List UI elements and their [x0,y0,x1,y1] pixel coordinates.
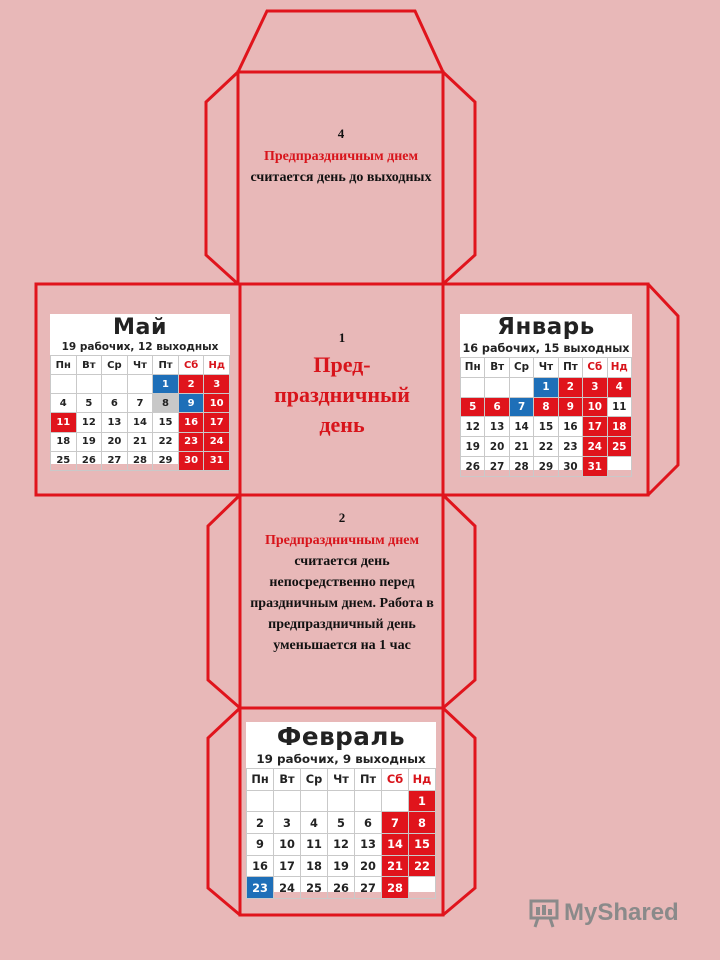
calendar-day: 25 [607,437,631,457]
calendar-day: 10 [204,394,230,413]
calendar-day [76,375,102,394]
calendar-day [485,377,509,397]
weekday-header: Сб [178,356,204,375]
calendar-day: 4 [51,394,77,413]
calendar-day: 22 [534,437,558,457]
calendar-day [274,790,301,812]
calendar-day: 13 [485,417,509,437]
calendar-day: 2 [247,812,274,834]
calendar-day: 5 [76,394,102,413]
weekday-header: Сб [382,769,409,791]
calendar-february [246,722,436,895]
calendar-day [301,790,328,812]
calendar-day [382,790,409,812]
myshared-logo [528,898,679,928]
calendar-day [509,377,533,397]
weekday-header: Пт [153,356,179,375]
calendar-day: 4 [301,812,328,834]
calendar-day: 19 [76,432,102,451]
calendar-day: 15 [409,833,436,855]
weekday-header: Ср [509,358,533,378]
calendar-day: 31 [204,451,230,470]
calendar-day: 17 [204,413,230,432]
calendar-subtitle: 19 рабочих, 9 выходных [256,752,426,766]
calendar-day: 8 [409,812,436,834]
calendar-day [409,877,436,899]
weekday-header: Ср [102,356,128,375]
calendar-day [355,790,382,812]
calendar-day [102,375,128,394]
calendar-day [51,375,77,394]
face-text: считается день непосредственно перед праздничным днем. Работа в предпраздничный день уменьшается на 1 час [250,554,434,653]
calendar-january [460,314,632,473]
calendar-day: 27 [102,451,128,470]
calendar-day: 6 [102,394,128,413]
calendar-day: 7 [127,394,153,413]
calendar-day: 24 [204,432,230,451]
calendar-grid [460,357,632,477]
calendar-day: 20 [102,432,128,451]
calendar-day: 3 [204,375,230,394]
weekday-header: Чт [127,356,153,375]
calendar-day: 1 [534,377,558,397]
calendar-day: 14 [509,417,533,437]
weekday-header: Чт [328,769,355,791]
calendar-may [50,314,230,467]
calendar-subtitle: 16 рабочих, 15 выходных [462,342,630,355]
calendar-day: 12 [328,833,355,855]
calendar-title: Февраль [276,722,406,751]
calendar-day: 11 [51,413,77,432]
calendar-day: 25 [51,451,77,470]
calendar-day: 20 [485,437,509,457]
calendar-day: 25 [301,877,328,899]
calendar-day: 10 [583,397,607,417]
calendar-day: 27 [355,877,382,899]
calendar-day: 17 [583,417,607,437]
calendar-day [127,375,153,394]
calendar-day: 6 [355,812,382,834]
calendar-grid [246,768,436,899]
weekday-header: Нд [204,356,230,375]
calendar-day: 9 [247,833,274,855]
calendar-day: 22 [153,432,179,451]
calendar-day: 1 [409,790,436,812]
calendar-day: 30 [178,451,204,470]
face-highlight: Предпраздничным днем [263,149,419,164]
calendar-day: 12 [461,417,485,437]
calendar-day: 8 [534,397,558,417]
weekday-header: Нд [409,769,436,791]
weekday-header: Сб [583,358,607,378]
calendar-day: 26 [461,457,485,477]
calendar-day: 27 [485,457,509,477]
calendar-day: 19 [461,437,485,457]
calendar-day: 2 [558,377,582,397]
weekday-header: Пн [461,358,485,378]
calendar-day [328,790,355,812]
face-highlight: Предпраздничным днем [264,533,420,548]
calendar-day: 28 [127,451,153,470]
face-bottom-text [250,510,434,656]
calendar-day: 21 [127,432,153,451]
calendar-day: 12 [76,413,102,432]
calendar-day: 24 [583,437,607,457]
weekday-header: Пт [558,358,582,378]
calendar-day: 19 [328,855,355,877]
calendar-subtitle: 19 рабочих, 12 выходных [61,341,219,353]
face-number: 1 [338,330,346,345]
calendar-day: 24 [274,877,301,899]
presentation-icon [528,898,560,928]
calendar-day: 9 [558,397,582,417]
calendar-day: 15 [153,413,179,432]
calendar-day: 16 [247,855,274,877]
calendar-day [461,377,485,397]
face-top-text [248,126,434,188]
weekday-header: Пт [355,769,382,791]
calendar-day: 5 [461,397,485,417]
calendar-day: 11 [607,397,631,417]
calendar-day: 18 [51,432,77,451]
face-number: 4 [337,126,345,141]
calendar-day: 4 [607,377,631,397]
calendar-day: 28 [509,457,533,477]
calendar-day: 26 [76,451,102,470]
calendar-day: 18 [607,417,631,437]
calendar-day: 23 [558,437,582,457]
face-number: 2 [338,510,346,525]
calendar-day: 9 [178,394,204,413]
calendar-day: 6 [485,397,509,417]
calendar-day: 31 [583,457,607,477]
calendar-day: 8 [153,394,179,413]
calendar-day: 14 [382,833,409,855]
calendar-grid [50,355,230,471]
calendar-day: 18 [301,855,328,877]
weekday-header: Вт [76,356,102,375]
calendar-day: 5 [328,812,355,834]
calendar-day: 3 [274,812,301,834]
calendar-day: 23 [178,432,204,451]
calendar-day: 13 [102,413,128,432]
calendar-day: 16 [558,417,582,437]
weekday-header: Пн [247,769,274,791]
weekday-header: Нд [607,358,631,378]
calendar-day: 30 [558,457,582,477]
calendar-day: 7 [382,812,409,834]
calendar-day: 11 [301,833,328,855]
calendar-title: Январь [497,314,595,340]
calendar-day: 13 [355,833,382,855]
face-big-title: Пред-праздничный день [274,352,410,437]
calendar-day: 26 [328,877,355,899]
calendar-day: 14 [127,413,153,432]
calendar-day: 29 [153,451,179,470]
face-center-text [250,330,434,440]
calendar-day: 21 [509,437,533,457]
calendar-day: 23 [247,877,274,899]
calendar-day: 1 [153,375,179,394]
calendar-day: 28 [382,877,409,899]
calendar-day: 29 [534,457,558,477]
calendar-day: 20 [355,855,382,877]
calendar-day: 7 [509,397,533,417]
calendar-day: 3 [583,377,607,397]
weekday-header: Вт [274,769,301,791]
calendar-day: 15 [534,417,558,437]
weekday-header: Ср [301,769,328,791]
calendar-day: 2 [178,375,204,394]
calendar-day: 16 [178,413,204,432]
calendar-day [247,790,274,812]
calendar-day: 21 [382,855,409,877]
logo-text: MyShared [564,899,679,926]
weekday-header: Чт [534,358,558,378]
face-text: считается день до выходных [250,170,432,185]
calendar-day [607,457,631,477]
calendar-title: Май [113,314,167,340]
calendar-day: 17 [274,855,301,877]
weekday-header: Пн [51,356,77,375]
calendar-day: 10 [274,833,301,855]
calendar-day: 22 [409,855,436,877]
weekday-header: Вт [485,358,509,378]
